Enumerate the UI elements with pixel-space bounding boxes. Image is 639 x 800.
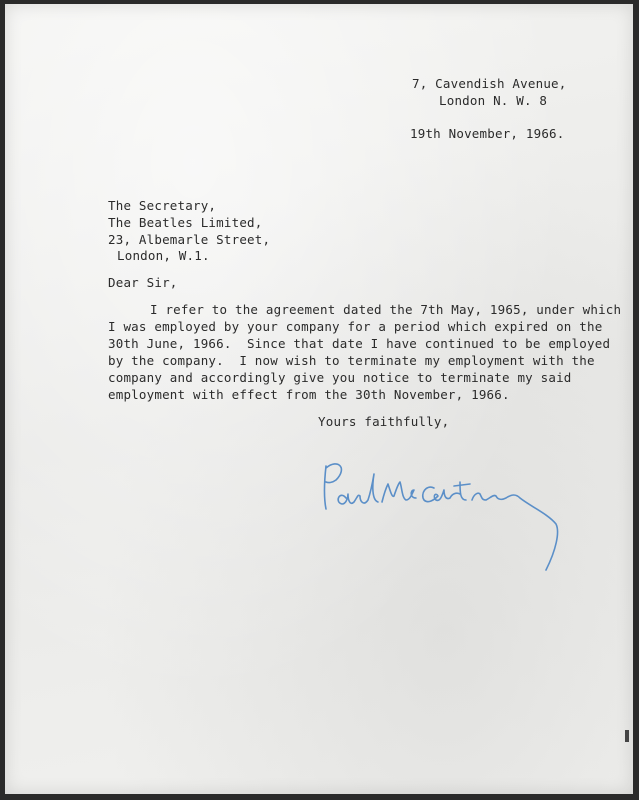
body-line-4: by the company. I now wish to terminate my employment with the (108, 353, 595, 368)
body-line-5: company and accordingly give you notice to terminate my said (108, 370, 572, 385)
recipient-line-1: The Secretary, (108, 198, 217, 213)
closing: Yours faithfully, (318, 414, 450, 429)
letter-date: 19th November, 1966. (410, 126, 565, 141)
paper-clip-mark (625, 730, 629, 742)
body-line-1: I refer to the agreement dated the 7th May, 1965, under which (150, 302, 622, 317)
recipient-line-2: The Beatles Limited, (108, 215, 263, 230)
sender-address-line-2: London N. W. 8 (439, 93, 548, 108)
sender-address-line-1: 7, Cavendish Avenue, (412, 76, 567, 91)
body-line-3: 30th June, 1966. Since that date I have continued to be employed (108, 336, 611, 351)
recipient-line-3: 23, Albemarle Street, (108, 232, 271, 247)
salutation: Dear Sir, (108, 275, 178, 290)
signature (310, 454, 565, 584)
letter-sheet (5, 4, 633, 794)
recipient-line-4: London, W.1. (117, 248, 210, 263)
body-line-2: I was employed by your company for a period which expired on the (108, 319, 603, 334)
body-line-6: employment with effect from the 30th November, 1966. (108, 387, 510, 402)
